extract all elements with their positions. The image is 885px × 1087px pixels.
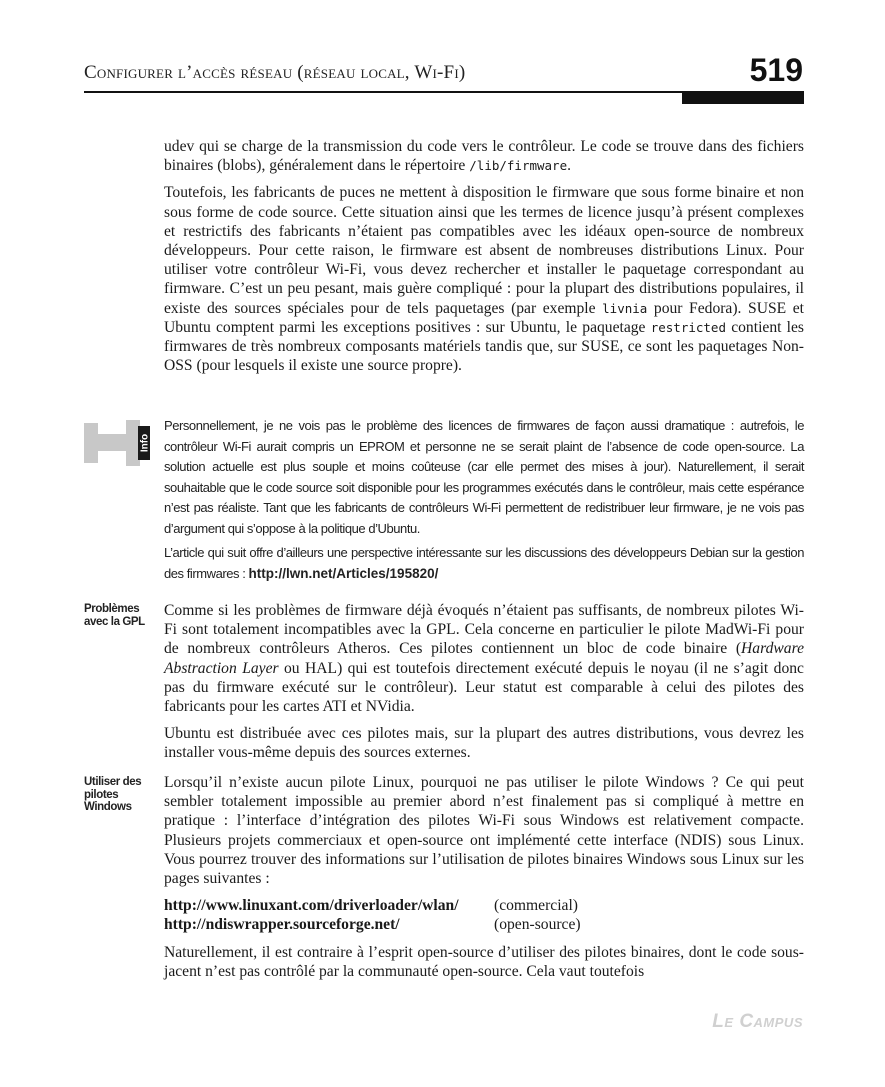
info-callout (164, 416, 804, 588)
margin-note-windows: Utiliser des pilotes Windows (84, 776, 142, 813)
intro-paragraph-2: Toutefois, les fabricants de puces ne mettent à disposition le firmware que sous forme binaire et non sous forme de code source. Cette situation ainsi que les termes de licence jusqu’à présent complexes et restrictifs des fabricants n’étaient pas compatibles avec les idéaux open-source de nombreux développeurs. Pour cette raison, le firmware est absent de nombreuses distributions Linux. Pour utiliser votre contrôleur Wi-Fi, vous devez rechercher et installer le paquetage correspondant au firmware. C’est un peu pesant, mais guère compliqué : pour la plupart des distributions populaires, il existe des sources spéciales pour de tels paquetages (par exemple livnia pour Fedora). SUSE et Ubuntu comptent parmi les exceptions positives : sur Ubuntu, le paquetage restricted contient les firmwares de très nombreux composants matériels tandis que, sur SUSE, ce sont les paquetages Non-OSS (pour lesquels il existe une source propre). (164, 184, 804, 375)
info-icon (84, 420, 152, 466)
margin-note-gpl: Problèmes avec la GPL (84, 603, 145, 628)
page-number: 519 (749, 52, 803, 88)
driver-links (164, 896, 804, 934)
inline-code: livnia (602, 300, 648, 316)
intro-paragraph-1: udev qui se charge de la transmission du code vers le contrôleur. Le code se trouve dans des fichiers binaires (blobs), généralement dans le répertoire /lib/firmware. (164, 138, 804, 175)
inline-code: restricted (650, 319, 726, 335)
intro-section (164, 137, 804, 383)
windows-paragraph-1: Lorsqu’il n’existe aucun pilote Linux, pourquoi ne pas utiliser le pilote Windows ? Ce qui peut sembler totalement impossible au premier abord n’est finalement pas si compliqué à mettre en pratique : l’interface d’intégration des pilotes Wi-Fi sous Windows est relativement compacte. Plusieurs projets commerciaux et open-source ont implémenté cette interface (NDIS) sous Linux. Vous pourrez trouver des informations sur l’utilisation de pilotes binaires Windows sous Linux sur les pages suivantes : (164, 774, 804, 888)
inline-code: /lib/firmware (469, 158, 568, 174)
publisher-logo: Le Campus (712, 1011, 803, 1032)
link-note: (open-source) (494, 916, 581, 934)
header-tab-bar (682, 93, 804, 104)
article-link[interactable]: http://lwn.net/Articles/195820/ (248, 565, 439, 581)
link-row (164, 896, 804, 915)
gpl-paragraph-1: Comme si les problèmes de firmware déjà évoqués n’étaient pas suffisants, de nombreux pilotes Wi-Fi sont totalement incompatibles avec la GPL. Cela concerne en particulier le pilote MadWi-Fi pour de nombreux contrôleurs Atheros. Ces pilotes contiennent un bloc de code binaire (Hardware Abstraction Layer ou HAL) qui est toutefois directement exécuté depuis le noyau (il ne s’agit donc pas du firmware exécuté sur le contrôleur). Leur statut est comparable à celui des pilotes des fabricants pour les cartes ATI et NVidia. (164, 602, 804, 716)
windows-paragraph-2: Naturellement, il est contraire à l’esprit open-source d’utiliser des pilotes binaires, dont le code sous-jacent n’est pas contrôlé par la communauté open-source. Cela vaut toutefois (164, 943, 804, 980)
info-icon-label: Info (139, 433, 151, 453)
running-header-title: Configurer l’accès réseau (réseau local, Wi-Fi) (84, 62, 466, 83)
gpl-paragraph-2: Ubuntu est distribuée avec ces pilotes mais, sur la plupart des autres distributions, vous devrez les installer vous-même depuis des sources externes. (164, 725, 804, 762)
info-paragraph-1: Personnellement, je ne vois pas le problème des licences de firmwares de façon aussi dramatique : autrefois, le contrôleur Wi-Fi aurait compris un EPROM et personne ne se serait plaint de l’absence de code open-source. La solution actuelle est plus souple et moins coûteuse (car elle permet des mises à jour). Naturellement, il serait souhaitable que le code source soit disponible pour les programmes exécutés dans le contrôleur, mais cette espérance n’est pas réaliste. Tant que les fabricants de contrôleurs Wi-Fi permettent de redistribuer leur firmware, je ne vois pas d’argument qui s’oppose à la politique d’Ubuntu. (164, 418, 804, 536)
link-note: (commercial) (494, 897, 578, 915)
linuxant-link[interactable]: http://www.linuxant.com/driverloader/wlan/ (164, 897, 459, 915)
link-row (164, 915, 804, 934)
info-paragraph-2: L’article qui suit offre d’ailleurs une perspective intéressante sur les discussions des développeurs Debian sur la gestion des firmwares : http://lwn.net/Articles/195820/ (164, 545, 804, 581)
ndiswrapper-link[interactable]: http://ndiswrapper.sourceforge.net/ (164, 916, 400, 934)
windows-section (164, 773, 804, 989)
gpl-section (164, 601, 804, 771)
